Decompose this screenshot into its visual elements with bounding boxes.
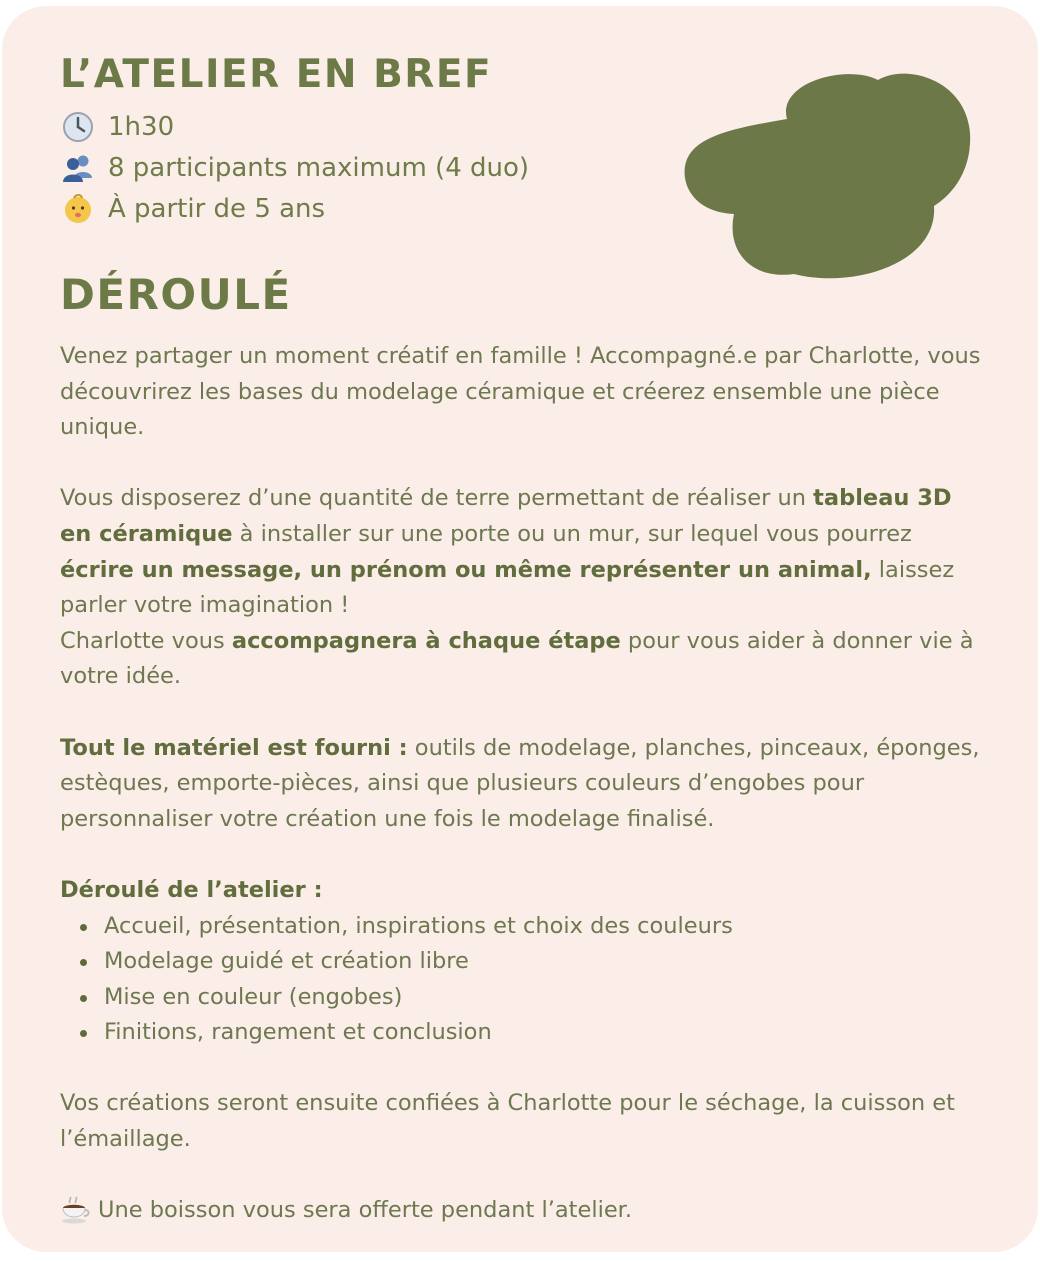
section-title-deroule: DÉROULÉ xyxy=(60,270,292,319)
drink-note xyxy=(60,1193,990,1229)
facts-list xyxy=(60,106,529,229)
fact-participants xyxy=(60,147,529,188)
fact-age-text: À partir de 5 ans xyxy=(108,193,326,224)
decorative-blob-shape xyxy=(682,64,974,282)
project-paragraph: Vous disposerez d’une quantité de terre permettant de réaliser un tableau 3D en céramique à installer sur une porte ou un mur, sur lequel vous pourrez écrire un message, un prénom ou même représenter un animal, laissez parler votre imagination ! xyxy=(60,485,955,619)
list-item: Mise en couleur (engobes) xyxy=(104,980,990,1016)
fact-duration-text: 1h30 xyxy=(108,111,175,142)
support-paragraph: Charlotte vous accompagnera à chaque étape pour vous aider à donner vie à votre idée. xyxy=(60,627,974,690)
highlight-message: écrire un message, un prénom ou même représenter un animal, xyxy=(60,556,872,583)
fact-age xyxy=(60,188,529,229)
fact-duration xyxy=(60,106,529,147)
steps-list xyxy=(60,909,990,1051)
section-title-atelier: L’ATELIER EN BREF xyxy=(60,52,493,97)
clock-icon xyxy=(60,109,96,145)
highlight-tableau: tableau 3D en céramique xyxy=(60,485,952,547)
drink-text: Une boisson vous sera offerte pendant l’atelier. xyxy=(98,1197,633,1224)
description-body xyxy=(60,339,990,1229)
highlight-accompagnera: accompagnera à chaque étape xyxy=(231,627,621,654)
baby-icon xyxy=(60,191,96,227)
list-item: Accueil, présentation, inspirations et choix des couleurs xyxy=(104,909,990,945)
people-icon xyxy=(60,150,96,186)
hot-beverage-icon xyxy=(60,1196,90,1226)
outro-paragraph: Vos créations seront ensuite confiées à Charlotte pour le séchage, la cuisson et l’émaillage. xyxy=(60,1090,955,1153)
list-item: Finitions, rangement et conclusion xyxy=(104,1015,990,1051)
list-item: Modelage guidé et création libre xyxy=(104,944,990,980)
info-card xyxy=(2,6,1038,1252)
steps-title: Déroulé de l’atelier : xyxy=(60,876,323,903)
fact-participants-text: 8 participants maximum (4 duo) xyxy=(108,152,530,183)
highlight-materiel: Tout le matériel est fourni : xyxy=(60,734,408,761)
intro-paragraph: Venez partager un moment créatif en famille ! Accompagné.e par Charlotte, vous découvrirez les bases du modelage céramique et créerez ensemble une pièce unique. xyxy=(60,343,981,441)
materials-paragraph: Tout le matériel est fourni : outils de modelage, planches, pinceaux, éponges, estèques, emporte-pièces, ainsi que plusieurs couleurs d’engobes pour personnaliser votre création une fois le modelage finalisé. xyxy=(60,734,980,832)
